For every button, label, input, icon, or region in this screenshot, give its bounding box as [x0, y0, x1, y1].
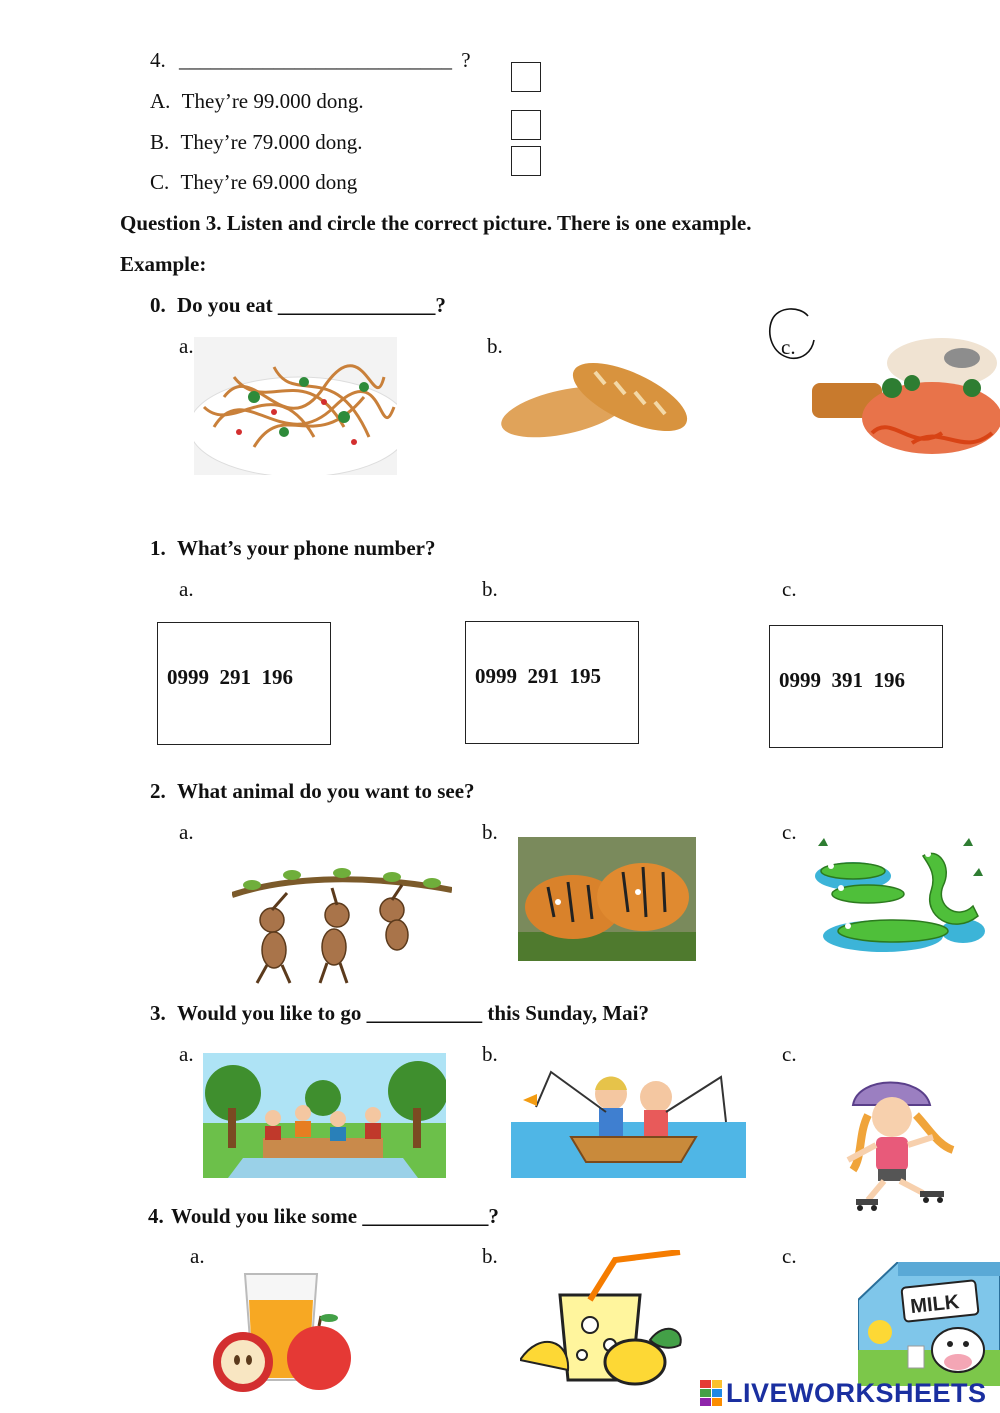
example-label: Example:: [120, 252, 207, 276]
skating-image[interactable]: [838, 1075, 958, 1215]
q4-blank[interactable]: __________________________: [179, 48, 452, 72]
item4-label-c: c.: [782, 1244, 797, 1268]
milk-image[interactable]: [858, 1262, 1000, 1386]
answer-box-2[interactable]: [511, 110, 541, 140]
monkeys-image[interactable]: [232, 855, 452, 987]
item4-label-a: a.: [190, 1244, 205, 1268]
liveworksheets-logo: [700, 1378, 987, 1408]
item4-question: 4. Would you like some ____________?: [148, 1204, 499, 1228]
tigers-image[interactable]: [518, 837, 696, 961]
example-label-a: a.: [179, 334, 194, 358]
q4-qmark: ?: [461, 48, 471, 72]
picnic-image[interactable]: [203, 1053, 446, 1178]
example-label-c: c.: [781, 335, 796, 359]
q4-line: [150, 48, 471, 73]
item2-question: 2. What animal do you want to see?: [150, 779, 475, 803]
item2-label-b: b.: [482, 820, 498, 844]
item2-label-c: c.: [782, 820, 797, 844]
spaghetti-image[interactable]: [194, 337, 397, 475]
item2-label-a: a.: [179, 820, 194, 844]
answer-box-3[interactable]: [511, 146, 541, 176]
seafood-image[interactable]: [812, 333, 1000, 460]
answer-box-1[interactable]: [511, 62, 541, 92]
liveworksheets-logo-icon: [700, 1380, 722, 1406]
example-answer-circle: [764, 304, 818, 362]
juice-image[interactable]: [209, 1270, 354, 1392]
option-b: B. They’re 79.000 dong.: [150, 130, 363, 154]
item1-label-b: b.: [482, 577, 498, 601]
question3-heading: Question 3. Listen and circle the correct picture. There is one example.: [120, 211, 752, 235]
phone-option-b[interactable]: [465, 621, 639, 744]
item1-question: 1. What’s your phone number?: [150, 536, 436, 560]
option-a: A. They’re 99.000 dong.: [150, 89, 364, 113]
fishing-image[interactable]: [511, 1052, 746, 1178]
phone-number-a: 0999 291 196: [167, 665, 293, 689]
example-question: 0. Do you eat _______________?: [150, 293, 446, 317]
phone-option-a[interactable]: [157, 622, 331, 745]
crocodiles-image[interactable]: [813, 836, 985, 960]
item3-question: 3. Would you like to go ___________ this Sunday, Mai?: [150, 1001, 650, 1025]
phone-number-c: 0999 391 196: [779, 668, 905, 692]
lemonade-image[interactable]: [520, 1250, 688, 1390]
phone-number-b: 0999 291 195: [475, 664, 601, 688]
option-c: C. They’re 69.000 dong: [150, 170, 358, 194]
item3-label-c: c.: [782, 1042, 797, 1066]
liveworksheets-text: LIVEWORKSHEETS: [726, 1377, 987, 1408]
milk-carton-label: MILK: [909, 1291, 961, 1319]
item3-label-b: b.: [482, 1042, 498, 1066]
phone-option-c[interactable]: [769, 625, 943, 748]
example-label-b: b.: [487, 334, 503, 358]
bread-image[interactable]: [500, 352, 692, 448]
item1-label-c: c.: [782, 577, 797, 601]
q4-number: 4.: [150, 48, 166, 72]
item4-label-b: b.: [482, 1244, 498, 1268]
item3-label-a: a.: [179, 1042, 194, 1066]
item1-label-a: a.: [179, 577, 194, 601]
